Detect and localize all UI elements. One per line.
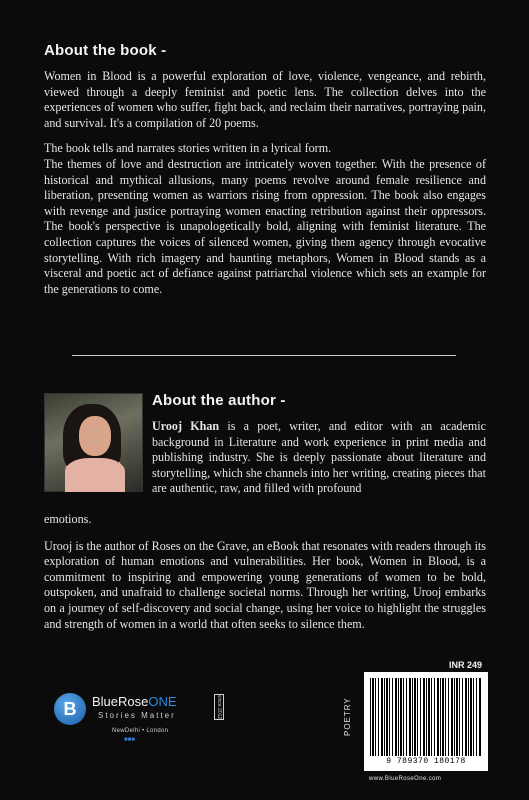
- about-book-paragraph: The themes of love and destruction are intricately woven together. With the presence of historical and mythical allusions, many poems revolve around female resilience and liberation, presenting women as warriors rising from oppression. The book also engages with revenge and justice portraying women enacting retribution against their oppressors. The book's perspective is unapologetically bold, aligning with feminist literature. The collection captures the voices of silenced women, giving them agency through evocative storytelling. With rich imagery and haunting metaphors, Women in Blood stands as a visceral and poetic act of defiance against patriarchal violence which sets an example for the generations to come.: [44, 156, 486, 296]
- barcode: [364, 672, 488, 771]
- social-icons: ■■■: [124, 737, 135, 743]
- publisher-since-badge: since 2012: [216, 695, 222, 720]
- author-bio-continued: [44, 512, 486, 632]
- about-author-heading: About the author -: [152, 392, 286, 409]
- publisher-website: www.BlueRoseOne.com: [369, 776, 442, 782]
- publisher-name: BlueRoseONE: [92, 694, 177, 709]
- author-photo: [44, 393, 143, 492]
- author-paragraph: Urooj is the author of Roses on the Grave, an eBook that resonates with readers through its exploration of human emotions and vulnerabilities. Her book, Women in Blood, is a commitment to inspiring and empowering young generations of women to be bold, outspoken, and unafraid to challenge societal norms. Through her writing, Urooj embarks on a journey of self-discovery and social change, using her voice to highlight the struggles and strength of women in a world that often seeks to silence them.: [44, 538, 486, 631]
- genre-label: POETRY: [343, 697, 352, 736]
- price-label: INR 249: [449, 660, 483, 670]
- publisher-location: NewDelhi • London: [112, 728, 169, 734]
- author-bio: [152, 419, 486, 497]
- publisher-logo-icon: B: [54, 693, 86, 725]
- section-divider: [72, 355, 456, 356]
- author-bio-text: is a poet, writer, and editor with an academic background in Literature and work experience in print media and publishing industry. She is deeply passionate about literature and storytelling, which she channels into her writing, creating pieces that are authentic, raw, and filled with profound: [152, 419, 486, 496]
- barcode-bars: [370, 678, 482, 756]
- about-book-paragraph: Women in Blood is a powerful exploration of love, violence, vengeance, and rebirth, viewed through a deeply feminist and poetic lens. The collection delves into the experiences of women who suffer, fight back, and reclaim their narratives, portraying pain, and survival. It's a compilation of 20 poems.: [44, 69, 486, 130]
- about-book-body: [44, 69, 486, 297]
- publisher-tagline: Stories Matter: [98, 711, 176, 720]
- about-book-heading: About the book -: [44, 42, 167, 59]
- author-name: Urooj Khan: [152, 419, 220, 433]
- author-bio-end: emotions.: [44, 512, 92, 526]
- about-book-paragraph: The book tells and narrates stories written in a lyrical form.: [44, 141, 332, 156]
- isbn-number: 9 789370 180178: [386, 757, 466, 766]
